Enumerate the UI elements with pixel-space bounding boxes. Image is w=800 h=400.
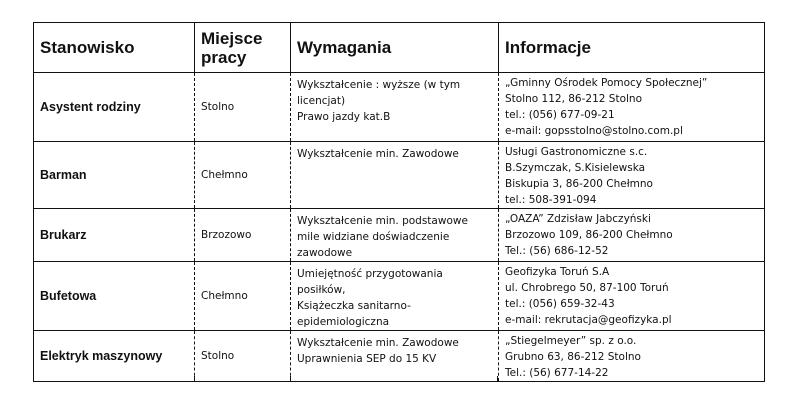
contact-line: ul. Chrobrego 50, 87-100 Toruń: [505, 282, 669, 294]
contact-line: Geofizyka Toruń S.A: [505, 266, 610, 278]
requirement-line: Książeczka sanitarno-: [297, 300, 411, 312]
requirements-cell: [291, 262, 499, 331]
contact-line: „OAZA” Zdzisław Jabczyński: [505, 213, 651, 225]
contact-info-cell: [499, 331, 765, 382]
header-miejsce-pracy: Miejsce pracy: [195, 23, 291, 73]
header-wymagania: Wymagania: [291, 23, 499, 73]
table-row: [34, 209, 765, 262]
location-cell: Brzozowo: [195, 209, 291, 262]
requirements-cell: [291, 142, 499, 209]
job-title-cell: Brukarz: [34, 209, 195, 262]
contact-line: „Gminny Ośrodek Pomocy Społecznej”: [505, 77, 708, 89]
contact-line: „Stiegelmeyer” sp. z o.o.: [505, 335, 637, 347]
contact-line: e-mail: gopsstolno@stolno.com.pl: [505, 125, 683, 137]
table-row: [34, 262, 765, 331]
contact-line: Tel.: (56) 686-12-52: [505, 245, 609, 257]
job-title-cell: Barman: [34, 142, 195, 209]
table-row: [34, 331, 765, 382]
requirement-line: mile widziane doświadczenie: [297, 231, 450, 243]
requirement-line: Wykształcenie min. Zawodowe: [297, 337, 459, 349]
header-row: [34, 23, 765, 73]
requirement-line: licencjat): [297, 95, 346, 107]
contact-line: Stolno 112, 86-212 Stolno: [505, 93, 642, 105]
requirements-cell: [291, 209, 499, 262]
contact-line: Biskupia 3, 86-200 Chełmno: [505, 178, 653, 190]
contact-line: Usługi Gastronomiczne s.c.: [505, 146, 648, 158]
table-row: [34, 73, 765, 142]
header-informacje: Informacje: [499, 23, 765, 73]
requirement-line: Umiejętność przygotowania: [297, 268, 443, 280]
requirement-line: Wykształcenie min. podstawowe: [297, 215, 468, 227]
job-title-cell: Bufetowa: [34, 262, 195, 331]
contact-line: Grubno 63, 86-212 Stolno: [505, 351, 641, 363]
requirement-line: posiłków,: [297, 284, 346, 296]
location-cell: Chełmno: [195, 142, 291, 209]
location-cell: Stolno: [195, 331, 291, 382]
contact-info-cell: [499, 73, 765, 142]
contact-line: tel.: (056) 677-09-21: [505, 109, 615, 121]
contact-line: Brzozowo 109, 86-200 Chełmno: [505, 229, 673, 241]
requirements-cell: [291, 331, 499, 382]
requirement-line: Prawo jazdy kat.B: [297, 111, 391, 123]
dashed-divider: [290, 376, 291, 382]
dashed-divider: [194, 376, 195, 382]
contact-info-cell: [499, 262, 765, 331]
table-row: [34, 142, 765, 209]
contact-info-cell: [499, 209, 765, 262]
requirement-line: Uprawnienia SEP do 15 KV: [297, 353, 437, 365]
job-offers-table: [33, 22, 765, 382]
contact-line: Tel.: (56) 677-14-22: [505, 367, 609, 379]
header-stanowisko: Stanowisko: [34, 23, 195, 73]
contact-line: tel.: 508-391-094: [505, 194, 597, 206]
location-cell: Chełmno: [195, 262, 291, 331]
job-title-cell: Elektryk maszynowy: [34, 331, 195, 382]
requirement-line: epidemiologiczna: [297, 316, 390, 328]
requirement-line: Wykształcenie min. Zawodowe: [297, 148, 459, 160]
dashed-divider: [497, 376, 498, 382]
requirement-line: Wykształcenie : wyższe (w tym: [297, 79, 461, 91]
contact-info-cell: [499, 142, 765, 209]
location-cell: Stolno: [195, 73, 291, 142]
contact-line: tel.: (056) 659-32-43: [505, 298, 615, 310]
contact-line: B.Szymczak, S.Kisielewska: [505, 162, 646, 174]
contact-line: e-mail: rekrutacja@geofizyka.pl: [505, 314, 672, 326]
requirements-cell: [291, 73, 499, 142]
job-title-cell: Asystent rodziny: [34, 73, 195, 142]
requirement-line: zawodowe: [297, 247, 353, 259]
